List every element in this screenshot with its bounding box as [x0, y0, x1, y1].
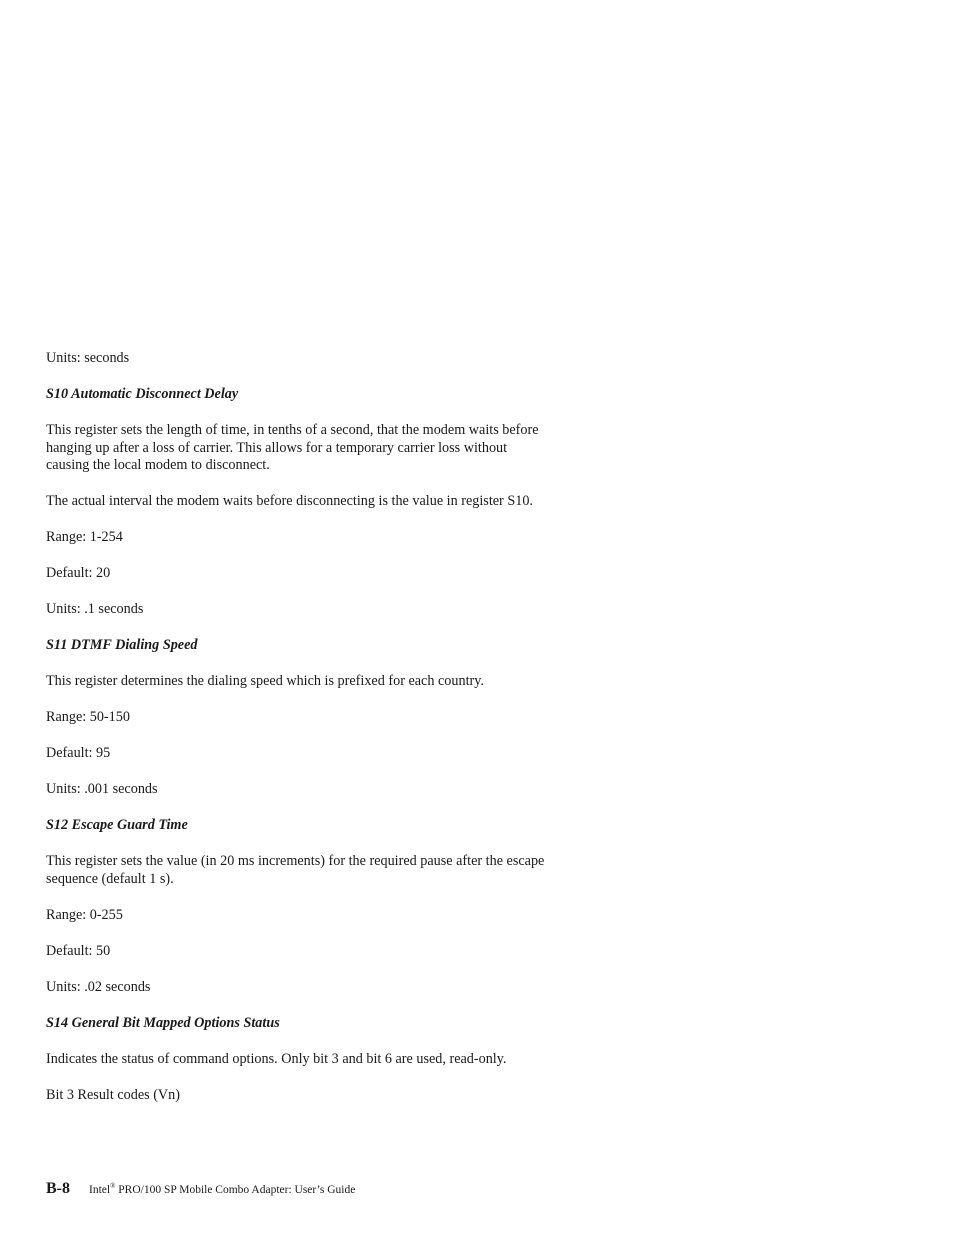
page-body	[46, 350, 546, 1123]
paragraph-s11-description: This register determines the dialing speed which is prefixed for each country.	[46, 673, 484, 689]
heading-s10: S10 Automatic Disconnect Delay	[46, 386, 239, 402]
paragraph-s10-interval: The actual interval the modem waits before disconnecting is the value in register S10.	[46, 493, 533, 509]
units-s9: Units: seconds	[46, 350, 130, 366]
footer-title	[89, 1182, 355, 1196]
units-s10: Units: .1 seconds	[46, 601, 144, 617]
default-s10: Default: 20	[46, 565, 111, 581]
page-footer	[46, 1180, 355, 1202]
range-s11: Range: 50-150	[46, 709, 130, 725]
heading-s12: S12 Escape Guard Time	[46, 817, 188, 833]
footer-brand: Intel	[89, 1184, 111, 1196]
footer-guide-title: PRO/100 SP Mobile Combo Adapter: User’s Guide	[115, 1184, 356, 1196]
default-s12: Default: 50	[46, 942, 111, 959]
paragraph-s14-description: Indicates the status of command options. Only bit 3 and bit 6 are used, read-only.	[46, 1050, 507, 1067]
units-s12: Units: .02 seconds	[46, 978, 151, 995]
paragraph-s12-description: This register sets the value (in 20 ms increments) for the required pause after the escape sequence (default 1 s).	[46, 853, 545, 887]
range-s10: Range: 1-254	[46, 529, 123, 545]
default-s11: Default: 95	[46, 745, 111, 761]
range-s12: Range: 0-255	[46, 906, 123, 923]
registered-trademark: ®	[110, 1182, 116, 1190]
units-s11: Units: .001 seconds	[46, 781, 158, 797]
bit3-result-codes: Bit 3 Result codes (Vn)	[46, 1086, 180, 1103]
paragraph-s10-description: This register sets the length of time, in tenths of a second, that the modem waits before hanging up after a loss of carrier. This allows for a temporary carrier loss without causing the local modem to disconnect.	[46, 422, 539, 473]
heading-s14: S14 General Bit Mapped Options Status	[46, 1014, 280, 1031]
page-number: B-8	[46, 1180, 70, 1197]
heading-s11: S11 DTMF Dialing Speed	[46, 637, 198, 653]
